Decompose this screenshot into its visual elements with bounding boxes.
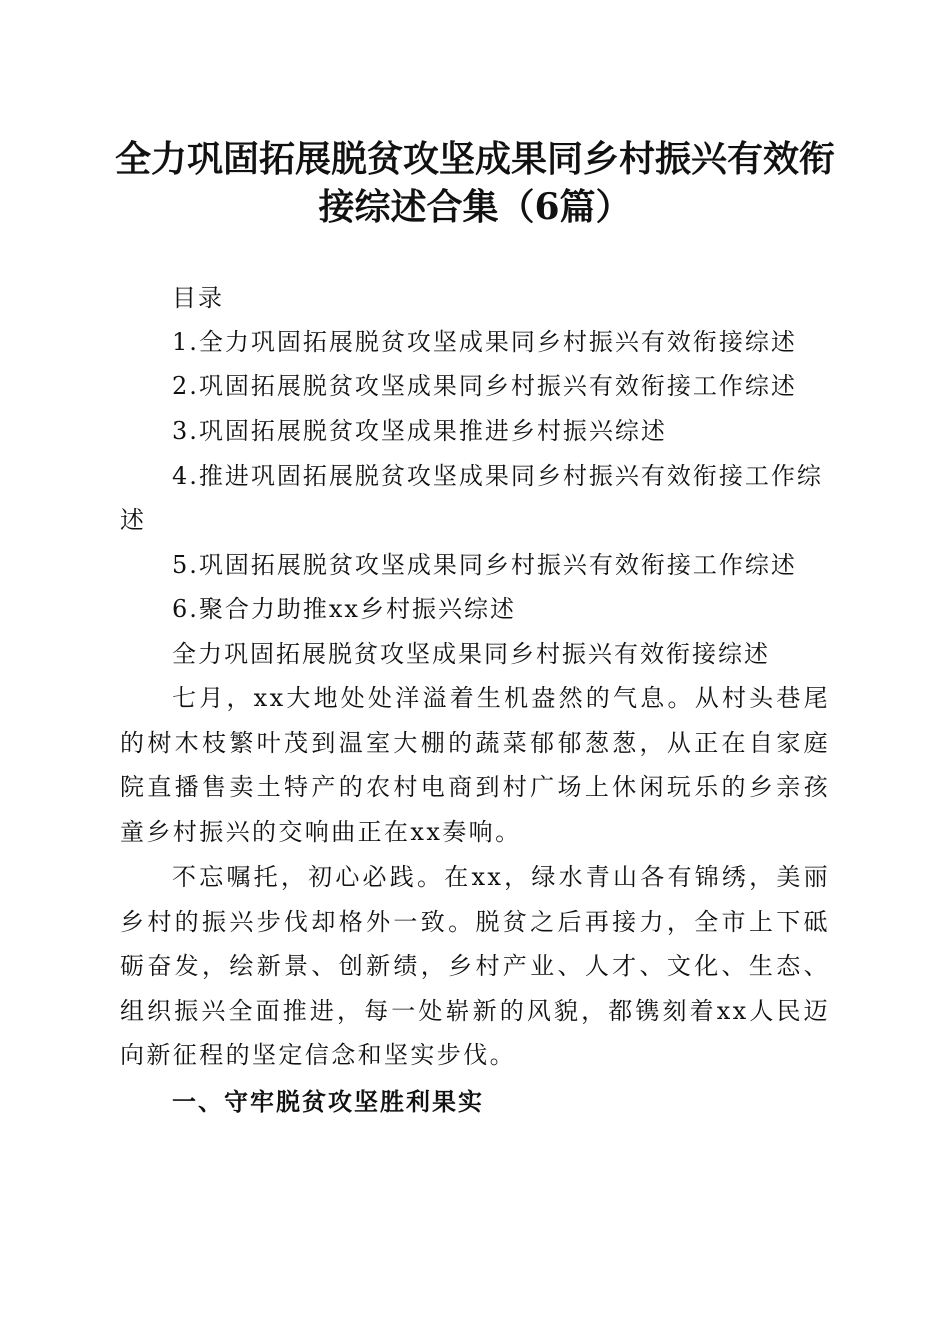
toc-item-4: 4.推进巩固拓展脱贫攻坚成果同乡村振兴有效衔接工作综 xyxy=(172,462,823,490)
toc-heading: 目录 xyxy=(172,284,224,312)
toc-item-5: 5.巩固拓展脱贫攻坚成果同乡村振兴有效衔接工作综述 xyxy=(172,551,797,579)
paragraph-1: 七月，xx大地处处洋溢着生机盎然的气息。从村头巷尾的树木枝繁叶茂到温室大棚的蔬菜郁郁葱葱，从正在自家庭院直播售卖土特产的农村电商到村广场上休闲玩乐的乡亲孩童乡村振兴的交响曲正在xx奏响。 xyxy=(120,684,830,846)
toc-item-3: 3.巩固拓展脱贫攻坚成果推进乡村振兴综述 xyxy=(172,417,667,445)
section-heading-1: 一、守牢脱贫攻坚胜利果实 xyxy=(172,1088,484,1116)
toc-item-4-wrap: 述 xyxy=(120,506,146,534)
toc-item-6: 6.聚合力助推xx乡村振兴综述 xyxy=(172,595,516,623)
title-line-2: 接综述合集（6篇） xyxy=(318,186,632,228)
document-title xyxy=(100,135,850,231)
paragraph-2: 不忘嘱托，初心必践。在xx，绿水青山各有锦绣，美丽乡村的振兴步伐却格外一致。脱贫之后再接力，全市上下砥砺奋发，绘新景、创新绩，乡村产业、人才、文化、生态、组织振兴全面推进，每一处崭新的风貌，都镌刻着xx人民迈向新征程的坚定信念和坚实步伐。 xyxy=(120,863,830,1069)
toc-item-2: 2.巩固拓展脱贫攻坚成果同乡村振兴有效衔接工作综述 xyxy=(172,372,797,400)
toc-item-1: 1.全力巩固拓展脱贫攻坚成果同乡村振兴有效衔接综述 xyxy=(172,328,797,356)
title-line-1: 全力巩固拓展脱贫攻坚成果同乡村振兴有效衔 xyxy=(114,138,835,180)
article-title: 全力巩固拓展脱贫攻坚成果同乡村振兴有效衔接综述 xyxy=(172,640,770,668)
